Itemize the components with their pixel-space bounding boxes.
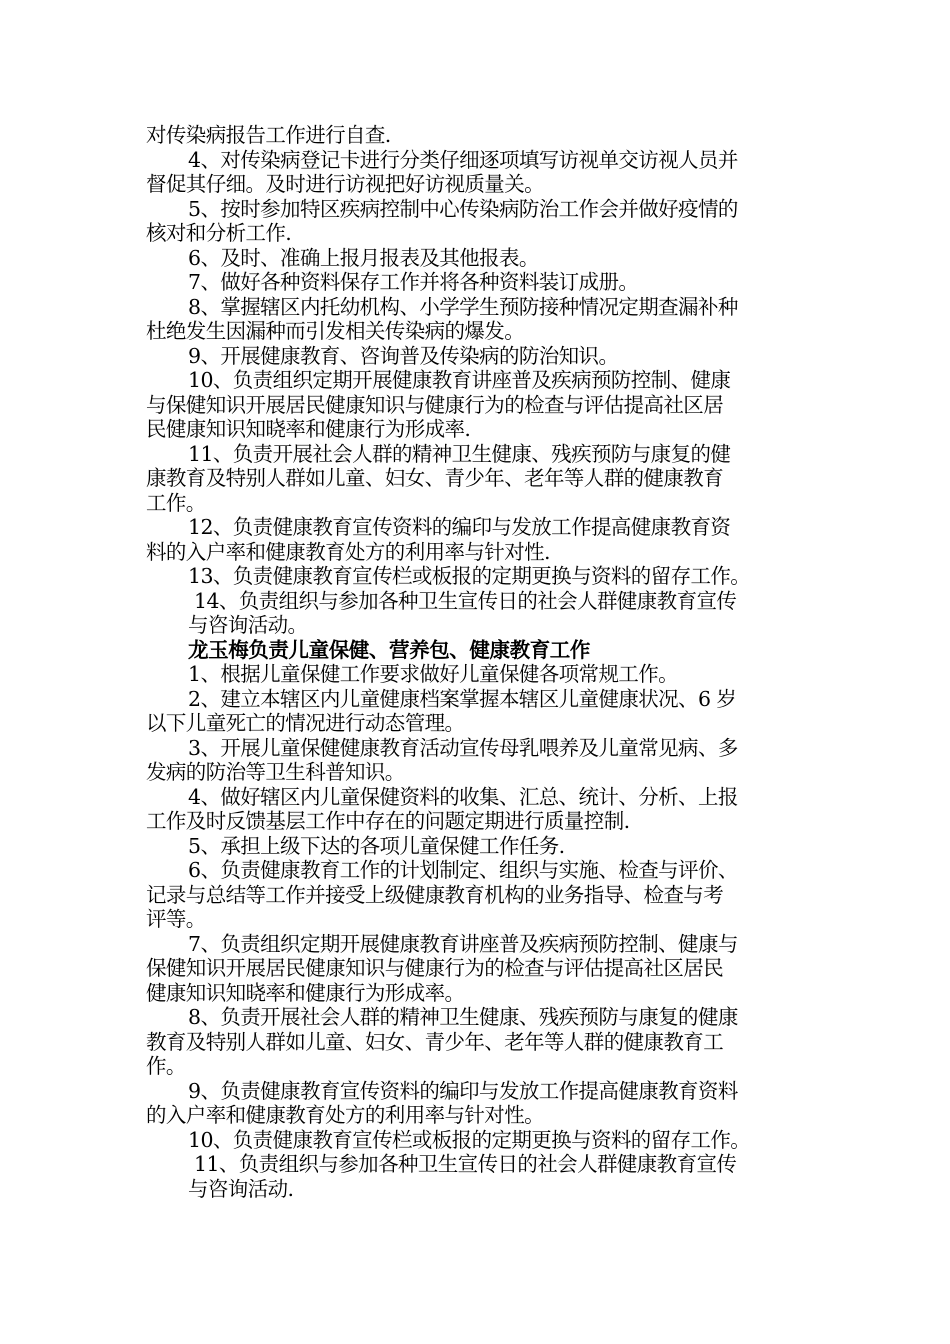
list-item-11: 11、负责开展社会人群的精神卫生健康、残疾预防与康复的健 <box>188 441 731 466</box>
list-item-8: 8、掌握辖区内托幼机构、小学学生预防接种情况定期查漏补种 <box>188 294 738 319</box>
text-line: 记录与总结等工作并接受上级健康教育机构的业务指导、检查与考 <box>146 882 724 907</box>
list-item-6: 6、负责健康教育工作的计划制定、组织与实施、检查与评价、 <box>188 858 738 882</box>
text-line: 核对和分析工作. <box>146 221 292 245</box>
list-item-5: 5、承担上级下达的各项儿童保健工作任务. <box>188 833 565 858</box>
list-item-7: 7、做好各种资料保存工作并将各种资料装订成册。 <box>188 270 639 294</box>
text-line: 与保健知识开展居民健康知识与健康行为的检查与评估提高社区居 <box>146 392 724 417</box>
text-line: 作。 <box>146 1054 186 1078</box>
text-line: 督促其仔细。及时进行访视把好访视质量关。 <box>146 172 544 196</box>
list-item-2: 2、建立本辖区内儿童健康档案掌握本辖区儿童健康状况、6 岁 <box>188 686 737 711</box>
list-item-10: 10、负责组织定期开展健康教育讲座普及疾病预防控制、健康 <box>188 368 731 392</box>
list-item-1: 1、根据儿童保健工作要求做好儿童保健各项常规工作。 <box>188 662 679 686</box>
text-line: 工作。 <box>146 490 206 515</box>
list-item-9: 9、负责健康教育宣传资料的编印与发放工作提高健康教育资料 <box>188 1078 738 1103</box>
list-item-11: 11、负责组织与参加各种卫生宣传日的社会人群健康教育宣传 <box>194 1152 737 1176</box>
text-line: 与咨询活动. <box>188 1176 294 1201</box>
list-item-5: 5、按时参加特区疾病控制中心传染病防治工作会并做好疫情的 <box>188 196 738 221</box>
text-line: 工作及时反馈基层工作中存在的问题定期进行质量控制. <box>146 809 630 833</box>
section-heading: 龙玉梅负责儿童保健、营养包、健康教育工作 <box>188 637 590 662</box>
list-item-4: 4、对传染病登记卡进行分类仔细逐项填写访视单交访视人员并 <box>188 147 738 172</box>
list-item-13: 13、负责健康教育宣传栏或板报的定期更换与资料的留存工作。 <box>188 564 751 588</box>
text-line: 杜绝发生因漏种而引发相关传染病的爆发。 <box>146 319 525 343</box>
text-line: 民健康知识知晓率和健康行为形成率. <box>146 417 471 441</box>
text-line: 与咨询活动。 <box>188 613 308 637</box>
list-item-4: 4、做好辖区内儿童保健资料的收集、汇总、统计、分析、上报 <box>188 784 738 809</box>
text-line: 教育及特别人群如儿童、妇女、青少年、老年等人群的健康教育工 <box>146 1029 724 1054</box>
list-item-6: 6、及时、准确上报月报表及其他报表。 <box>188 245 539 270</box>
text-line: 保健知识开展居民健康知识与健康行为的检查与评估提高社区居民 <box>146 956 724 980</box>
text-line: 康教育及特别人群如儿童、妇女、青少年、老年等人群的健康教育 <box>146 466 724 490</box>
list-item-9: 9、开展健康教育、咨询普及传染病的防治知识。 <box>188 343 619 368</box>
list-item-14: 14、负责组织与参加各种卫生宣传日的社会人群健康教育宣传 <box>194 588 737 613</box>
text-line: 的入户率和健康教育处方的利用率与针对性。 <box>146 1103 544 1127</box>
list-item-3: 3、开展儿童保健健康教育活动宣传母乳喂养及儿童常见病、多 <box>188 735 738 760</box>
text-line: 对传染病报告工作进行自查. <box>146 123 391 147</box>
text-line: 发病的防治等卫生科普知识。 <box>146 760 405 784</box>
list-item-7: 7、负责组织定期开展健康教育讲座普及疾病预防控制、健康与 <box>188 931 738 956</box>
text-line: 健康知识知晓率和健康行为形成率。 <box>146 980 465 1005</box>
list-item-8: 8、负责开展社会人群的精神卫生健康、残疾预防与康复的健康 <box>188 1005 738 1029</box>
list-item-12: 12、负责健康教育宣传资料的编印与发放工作提高健康教育资 <box>188 515 731 539</box>
document-body <box>146 123 814 1201</box>
text-line: 料的入户率和健康教育处方的利用率与针对性. <box>146 539 550 564</box>
text-line: 以下儿童死亡的情况进行动态管理。 <box>146 711 465 735</box>
list-item-10: 10、负责健康教育宣传栏或板报的定期更换与资料的留存工作。 <box>188 1127 751 1152</box>
text-line: 评等。 <box>146 907 206 931</box>
